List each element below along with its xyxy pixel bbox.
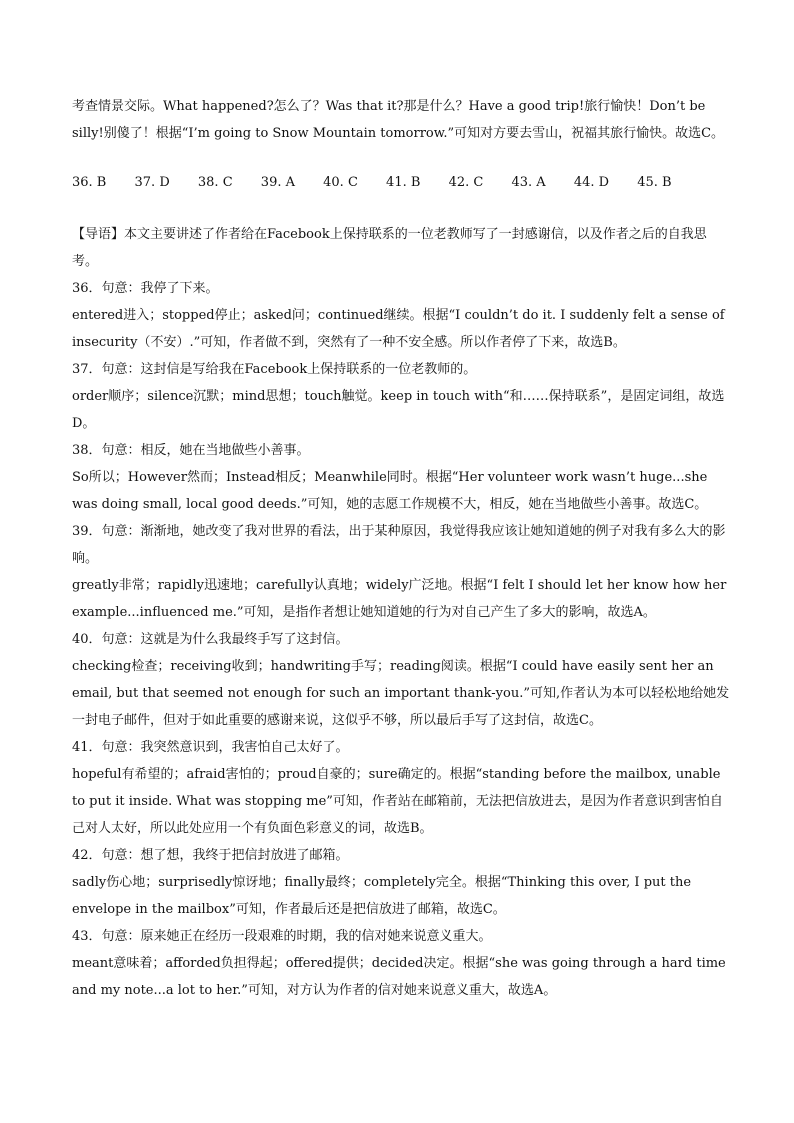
- answer-item: 42. C: [448, 175, 484, 190]
- answer-key: [72, 169, 696, 196]
- item-body: So所以；However然而；Instead相反；Meanwhile同时。根据“Her volunteer work wasn’t huge...she was doing small, local good deeds.”可知，她的志愿工作规模不大，相反，她在当地做些小善事。故选C。: [72, 470, 708, 512]
- answer-item: 41. B: [386, 175, 421, 190]
- item-title: 41．句意：我突然意识到，我害怕自己太好了。: [72, 740, 349, 755]
- item-title: 38．句意：相反，她在当地做些小善事。: [72, 443, 310, 458]
- answer-item: 40. C: [323, 175, 358, 190]
- item-title: 36．句意：我停了下来。: [72, 281, 219, 296]
- item-title: 43．句意：原来她正在经历一段艰难的时期，我的信对她来说意义重大。: [72, 929, 492, 944]
- item-body: checking检查；receiving收到；handwriting手写；reading阅读。根据“I could have easily sent her an email, but that seemed not enough for such an important thank-you.”可知,作者认为本可以轻松地给她发一封电子邮件，但对于如此重要的感谢来说，这似乎不够，所以最后手写了这封信，故选C。: [72, 659, 730, 728]
- answer-item: 39. A: [260, 175, 295, 190]
- item-body: greatly非常；rapidly迅速地；carefully认真地；widely广泛地。根据“I felt I should let her know how her example...influenced me.”可知，是指作者想让她知道她的行为对自己产生了多大的影响，故选A。: [72, 578, 727, 620]
- intro-paragraph: [72, 221, 732, 275]
- top-paragraph: [72, 93, 732, 147]
- answer-item: 38. C: [197, 175, 233, 190]
- item-title: 40．句意：这就是为什么我最终手写了这封信。: [72, 632, 349, 647]
- answer-item: 37. D: [134, 175, 170, 190]
- answer-item: 44. D: [573, 175, 610, 190]
- answer-item: 43. A: [511, 175, 546, 190]
- item-title: 42．句意：想了想，我终于把信封放进了邮箱。: [72, 848, 349, 863]
- explanation-list: [72, 275, 732, 1004]
- item-body: meant意味着；afforded负担得起；offered提供；decided决定。根据“she was going through a hard time and my note...a lot to her.”可知，对方认为作者的信对她来说意义重大，故选A。: [72, 956, 726, 998]
- answer-item: 45. B: [637, 175, 672, 190]
- item-title: 37．句意：这封信是写给我在Facebook上保持联系的一位老教师的。: [72, 362, 477, 377]
- item-body: order顺序；silence沉默；mind思想；touch触觉。keep in touch with“和……保持联系”，是固定词组，故选D。: [72, 389, 725, 431]
- item-title: 39．句意：渐渐地，她改变了我对世界的看法，出于某种原因，我觉得我应该让她知道她的例子对我有多么大的影响。: [72, 524, 726, 566]
- item-body: sadly伤心地；surprisedly惊讶地；finally最终；completely完全。根据“Thinking this over, I put the envelope in the mailbox”可知，作者最后还是把信放进了邮箱，故选C。: [72, 875, 692, 917]
- intro-text: 【导语】本文主要讲述了作者给在Facebook上保持联系的一位老教师写了一封感谢信，以及作者之后的自我思考。: [72, 227, 707, 269]
- answer-item: 36. B: [72, 175, 107, 190]
- explanation-text: 考查情景交际。What happened?怎么了？Was that it?那是什么？Have a good trip!旅行愉快！Don’t be silly!别傻了！根据“I’m going to Snow Mountain tomorrow.”可知对方要去雪山，祝福其旅行愉快。故选C。: [72, 99, 725, 141]
- item-body: entered进入；stopped停止；asked问；continued继续。根据“I couldn’t do it. I suddenly felt a sense of insecurity（不安）.”可知，作者做不到，突然有了一种不安全感。所以作者停了下来，故选B。: [72, 308, 725, 350]
- item-body: hopeful有希望的；afraid害怕的；proud自豪的；sure确定的。根据“standing before the mailbox, unable to put it inside. What was stopping me”可知，作者站在邮箱前，无法把信放进去，是因为作者意识到害怕自己对人太好，所以此处应用一个有负面色彩意义的词，故选B。: [72, 767, 723, 836]
